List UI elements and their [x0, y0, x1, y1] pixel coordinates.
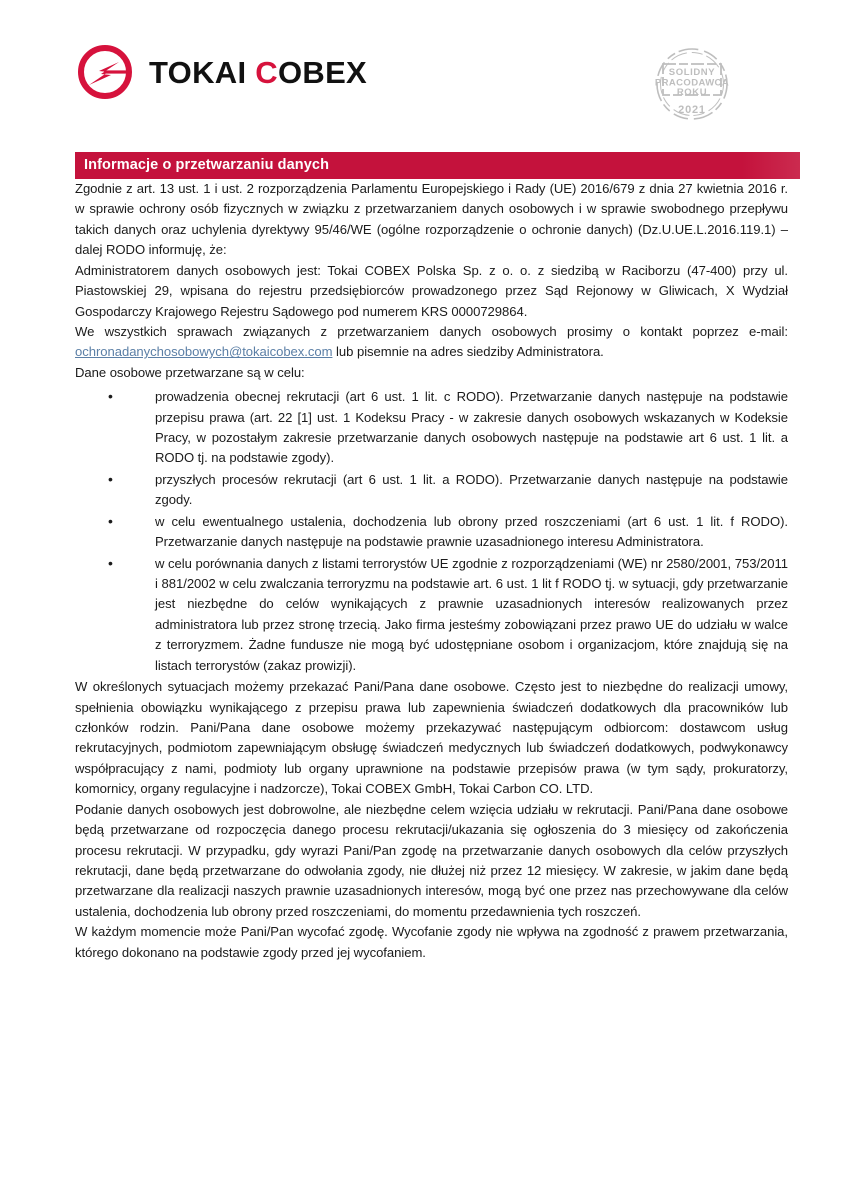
- brand-logo: [75, 42, 367, 102]
- paragraph-contact: [75, 322, 788, 363]
- award-stamp-icon: [640, 40, 744, 128]
- section-banner: [75, 152, 800, 179]
- paragraph-purposes-lead: Dane osobowe przetwarzane są w celu:: [75, 364, 305, 380]
- list-item: • w celu porównania danych z listami terrorystów UE zgodnie z rozporządzeniami (WE) nr 2580/2001, 753/2011 i 881/2002 w celu zwalczania terroryzmu na podstawie art. 6 ust. 1 lit f RODO tj. w sytuacji, gdy przetwarzanie jest niezbędne do celów wynikających z prawnie uzasadnionych interesów realizowanych przez administratora lub przez stronę trzecią. Jako firma jesteśmy zobowiązani przez prawo UE do udziału w walce z terroryzmem. Żadne fundusze nie mogą być udostępniane osobom i organizacjom, które znajdują się na listach terrorystów (zakaz prowizji).: [75, 554, 788, 677]
- brand-name-part2: OBEX: [277, 54, 368, 90]
- purposes-list: [75, 387, 788, 676]
- brand-name-accent: C: [255, 54, 278, 90]
- list-item: • w celu ewentualnego ustalenia, dochodzenia lub obrony przed roszczeniami (art 6 ust. 1 lit. f RODO). Przetwarzanie danych następuje na podstawie prawnie uzasadnionego interesu Administratora.: [75, 512, 788, 553]
- contact-text-suffix: lub pisemnie na adres siedziby Administratora.: [332, 344, 604, 360]
- list-item: • prowadzenia obecnej rekrutacji (art 6 ust. 1 lit. c RODO). Przetwarzanie danych następuje na podstawie przepisu prawa (art. 22 [1] ust. 1 Kodeksu Pracy - w zakresie danych osobowych wskazanych w Kodeksie Pracy, w pozostałym zakresie przetwarzanie danych osobowych następuje na podstawie art 6 ust. 1 lit. a RODO tj. na podstawie zgody).: [75, 387, 788, 469]
- stamp-line1: SOLIDNY: [668, 67, 716, 78]
- contact-email-link[interactable]: ochronadanychosobowych@tokaicobex.com: [75, 344, 333, 360]
- stamp-line3: ROKU: [676, 87, 708, 98]
- paragraph-administrator: Administratorem danych osobowych jest: Tokai COBEX Polska Sp. z o. o. z siedzibą w Raciborzu (47-400) przy ul. Piastowskiej 29, wpisana do rejestru przedsiębiorców prowadzonego przez Sąd Rejonowy w Gliwicach, X Wydział Gospodarczy Krajowego Rejestru Sądowego pod numerem KRS 0000729864.: [75, 262, 788, 319]
- paragraph-retention: Podanie danych osobowych jest dobrowolne, ale niezbędne celem wzięcia udziału w rekrutacji. Pani/Pana dane osobowe będą przetwarzane od rozpoczęcia danego procesu rekrutacji/ukazania się ogłoszenia do 3 miesięcy od zakończenia procesu rekrutacji. W przypadku, gdy wyrazi Pani/Pan zgodę na przetwarzanie danych osobowych dla celów przyszłych rekrutacji, dane będą przetwarzane do odwołania zgody, nie dłużej niż przez 12 miesięcy. W zakresie, w jakim dane będą przetwarzane dla realizacji naszych prawnie uzasadnionych interesów, mogą być one przez nas przechowywane dla celów ustalenia, dochodzenia lub obrony przed roszczeniami, do momentu przedawnienia tych roszczeń.: [75, 801, 788, 919]
- brand-wordmark: [149, 54, 368, 90]
- contact-text-prefix: We wszystkich sprawach związanych z przetwarzaniem danych osobowych prosimy o kontakt poprzez e-mail:: [75, 323, 788, 339]
- list-item: • przyszłych procesów rekrutacji (art 6 ust. 1 lit. a RODO). Przetwarzanie danych następuje na podstawie zgody.: [75, 470, 788, 511]
- tokai-cobex-flame-emblem-icon: [75, 42, 135, 102]
- page-title: Informacje o przetwarzaniu danych: [84, 157, 330, 174]
- paragraph-recipients: W określonych sytuacjach możemy przekazać Pani/Pana dane osobowe. Często jest to niezbędne do realizacji umowy, spełnienia obowiązku wynikającego z przepisu prawa lub zapewnienia świadczeń dodatkowych dla pracowników lub członków rodzin. Pani/Pana dane osobowe możemy przekazywać następującym odbiorcom: dostawcom usług rekrutacyjnych, podmiotom zapewniającym obsługę świadczeń medycznych lub świadczeń dodatkowych, podwykonawcy współpracujący z nami, podmioty lub organy uprawnione na podstawie przepisów prawa (w tym sądy, prokuratorzy, komornicy, organy regulacyjne i nadzorcze), Tokai COBEX GmbH, Tokai Carbon CO. LTD.: [75, 679, 788, 797]
- document-body: [0, 179, 850, 963]
- paragraph-intro: Zgodnie z art. 13 ust. 1 i ust. 2 rozporządzenia Parlamentu Europejskiego i Rady (UE) 2016/679 z dnia 27 kwietnia 2016 r. w sprawie ochrony osób fizycznych w związku z przetwarzaniem danych osobowych i w sprawie swobodnego przepływu takich danych oraz uchylenia dyrektywy 95/46/WE (ogólne rozporządzenie o ochronie danych) (Dz.U.UE.L.2016.119.1) – dalej RODO informuję, że:: [75, 181, 788, 258]
- document-header: [0, 0, 850, 135]
- stamp-year: 2021: [678, 104, 706, 116]
- paragraph-withdrawal: W każdym momencie może Pani/Pan wycofać zgodę. Wycofanie zgody nie wpływa na zgodność z prawem przetwarzania, którego dokonano na podstawie zgody przed jej wycofaniem.: [75, 924, 788, 960]
- brand-name-part1: TOKAI: [149, 54, 256, 90]
- stamp-line2: PRACODAWCA: [654, 77, 730, 89]
